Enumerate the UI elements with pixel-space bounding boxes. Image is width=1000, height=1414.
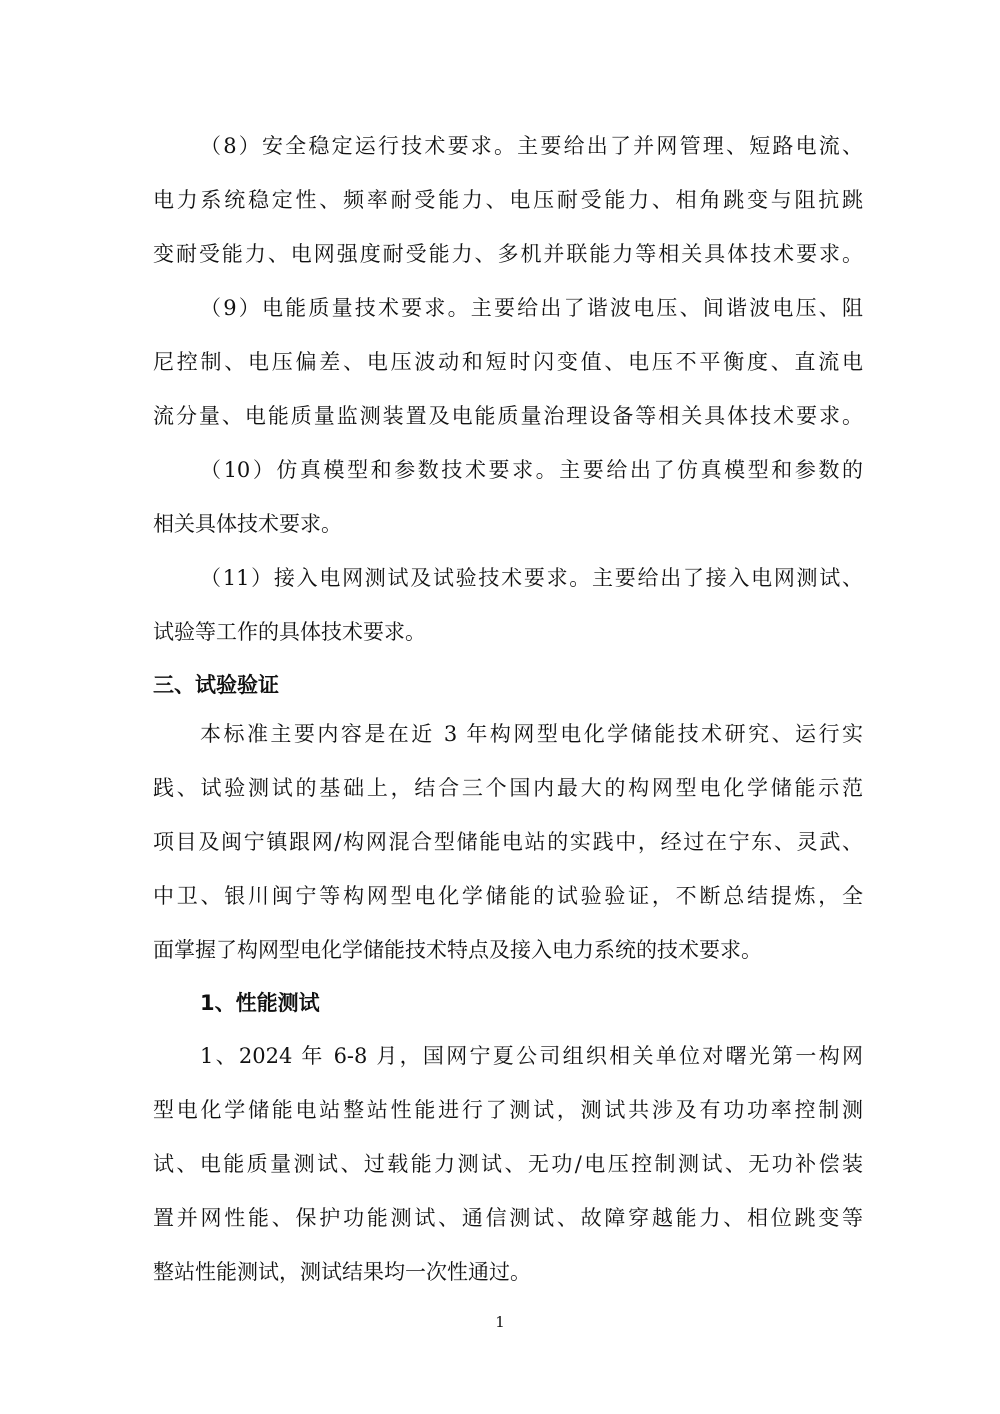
paragraph-9-line-1: （9）电能质量技术要求。主要给出了谐波电压、间谐波电压、阻: [200, 296, 863, 320]
paragraph-8-line-2: 电力系统稳定性、频率耐受能力、电压耐受能力、相角跳变与阻抗跳: [153, 188, 863, 212]
section-paragraph-line-2: 践、试验测试的基础上，结合三个国内最大的构网型电化学储能示范: [153, 776, 863, 800]
paragraph-10-line-1: （10）仿真模型和参数技术要求。主要给出了仿真模型和参数的: [200, 458, 863, 482]
subsection-heading: 1、性能测试: [200, 991, 320, 1015]
paragraph-10-line-2: 相关具体技术要求。: [153, 512, 342, 536]
subsection-paragraph-line-5: 整站性能测试，测试结果均一次性通过。: [153, 1260, 531, 1284]
paragraph-8-line-3: 变耐受能力、电网强度耐受能力、多机并联能力等相关具体技术要求。: [153, 242, 863, 266]
section-paragraph-line-1: 本标准主要内容是在近 3 年构网型电化学储能技术研究、运行实: [200, 722, 863, 746]
paragraph-11-line-2: 试验等工作的具体技术要求。: [153, 620, 426, 644]
paragraph-11-line-1: （11）接入电网测试及试验技术要求。主要给出了接入电网测试、: [200, 566, 863, 590]
paragraph-8-line-1: （8）安全稳定运行技术要求。主要给出了并网管理、短路电流、: [200, 134, 863, 158]
section-paragraph-line-4: 中卫、银川闽宁等构网型电化学储能的试验验证，不断总结提炼，全: [153, 884, 863, 908]
subsection-paragraph-line-3: 试、电能质量测试、过载能力测试、无功/电压控制测试、无功补偿装: [153, 1152, 863, 1176]
paragraph-9-line-3: 流分量、电能质量监测装置及电能质量治理设备等相关具体技术要求。: [153, 404, 863, 428]
page-number: 1: [495, 1313, 505, 1331]
subsection-paragraph-line-2: 型电化学储能电站整站性能进行了测试，测试共涉及有功功率控制测: [153, 1098, 863, 1122]
paragraph-9-line-2: 尼控制、电压偏差、电压波动和短时闪变值、电压不平衡度、直流电: [153, 350, 863, 374]
subsection-paragraph-line-4: 置并网性能、保护功能测试、通信测试、故障穿越能力、相位跳变等: [153, 1206, 863, 1230]
section-heading: 三、试验验证: [153, 673, 279, 697]
section-paragraph-line-3: 项目及闽宁镇跟网/构网混合型储能电站的实践中，经过在宁东、灵武、: [153, 830, 863, 854]
subsection-paragraph-line-1: 1、2024 年 6-8 月，国网宁夏公司组织相关单位对曙光第一构网: [200, 1044, 863, 1068]
section-paragraph-line-5: 面掌握了构网型电化学储能技术特点及接入电力系统的技术要求。: [153, 938, 762, 962]
